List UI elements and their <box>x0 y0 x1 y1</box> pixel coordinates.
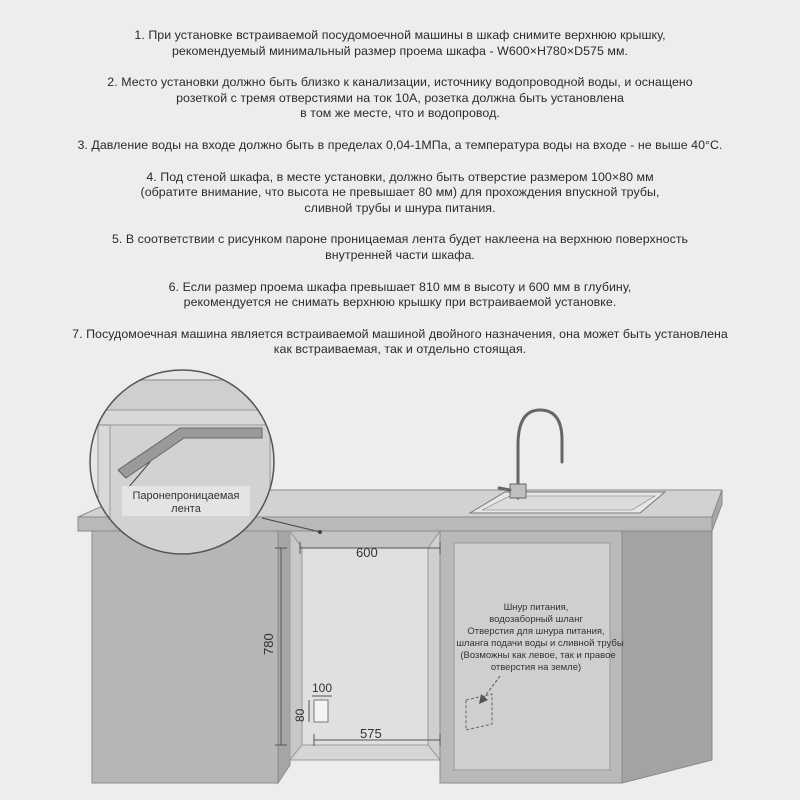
instruction-line: 2. Место установки должно быть близко к канализации, источнику водопроводной воды, и оснащено <box>107 75 693 90</box>
annotation-line-5: (Возможны как левое, так и правое <box>460 650 616 661</box>
dimension-height: 780 <box>261 633 276 655</box>
left-cabinet <box>92 531 290 783</box>
callout-label-line-1: Паронепроницаемая <box>132 490 240 502</box>
dimension-hole-height: 80 <box>293 708 307 722</box>
dimension-width: 600 <box>356 545 378 560</box>
sink <box>470 492 665 513</box>
instruction-line: розеткой с тремя отверстиями на ток 10A, розетка должна быть установлена <box>176 90 624 105</box>
instruction-line: 1. При установке встраиваемой посудомоечной машины в шкаф снимите верхнюю крышку, <box>134 28 666 42</box>
instruction-line: сливной трубы и шнура питания. <box>304 200 496 215</box>
instruction-line: рекомендуется не снимать верхнюю крышку при встраиваемой установке. <box>183 295 617 310</box>
annotation-line-3: Отверстия для шнура питания, <box>467 626 605 637</box>
dimension-hole-width: 100 <box>312 681 333 695</box>
instruction-line: рекомендуемый минимальный размер проема шкафа - W600×H780×D575 мм. <box>171 43 629 58</box>
instruction-line: 7. Посудомоечная машина является встраиваемой машиной двойного назначения, она может быть установлена <box>72 326 728 341</box>
faucet <box>499 410 562 498</box>
annotation-line-1: Шнур питания, <box>503 602 569 613</box>
dimension-depth: 575 <box>360 726 382 741</box>
instruction-line: 5. В соответствии с рисунком пароне проницаемая лента будет наклеена на верхнюю поверхность <box>111 232 689 247</box>
instruction-line: 4. Под стеной шкафа, в месте установки, должно быть отверстие размером 100×80 мм <box>146 169 654 184</box>
annotation-line-2: водозаборный шланг <box>489 614 583 625</box>
instruction-line: как встраиваемая, так и отдельно стоящая. <box>273 342 527 357</box>
instruction-line: 3. Давление воды на входе должно быть в пределах 0,04-1МПа, а температура воды на входе - не выше 40°C. <box>77 137 723 152</box>
wall-hole <box>314 700 328 722</box>
annotation-line-4: шланга подачи воды и сливной трубы <box>456 638 624 649</box>
instruction-line: (обратите внимание, что высота не превышает 80 мм) для прохождения впускной трубы, <box>140 185 660 200</box>
callout-label-line-2: лента <box>171 503 201 515</box>
annotation-line-6: отверстия на земле) <box>490 662 582 673</box>
callout-leader-dot <box>318 530 322 534</box>
instruction-line: 6. Если размер проема шкафа превышает 810 мм в высоту и 600 мм в глубину, <box>168 279 632 294</box>
instruction-line: внутренней части шкафа. <box>325 247 475 262</box>
instruction-line: в том же месте, что и водопровод. <box>300 106 500 121</box>
